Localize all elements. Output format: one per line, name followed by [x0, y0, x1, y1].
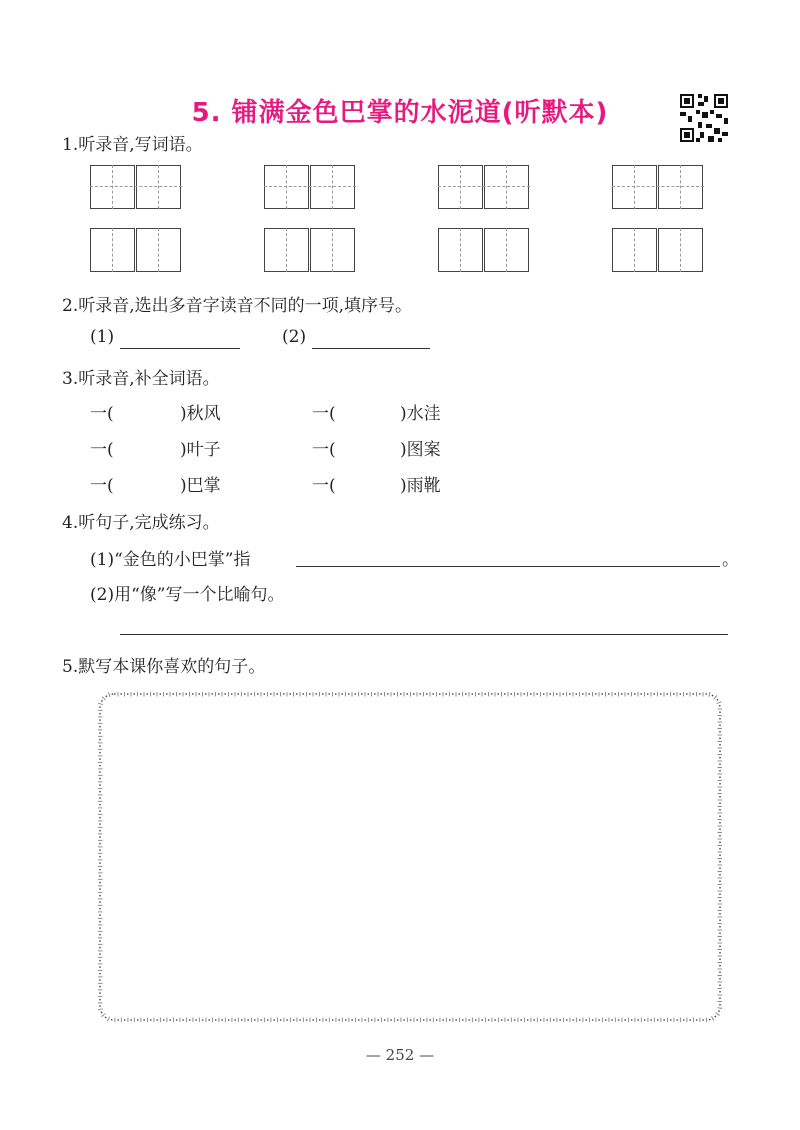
fill-suffix: )秋风 [180, 404, 221, 424]
fill-prefix: 一( [90, 440, 114, 460]
writing-grid[interactable] [438, 228, 530, 272]
fill-prefix: 一( [90, 404, 114, 424]
fill-prefix: 一( [312, 476, 336, 496]
question-4-sub-1: (1)“金色的小巴掌”指 [90, 550, 251, 570]
page-title: 5. 铺满金色巴掌的水泥道(听默本) [191, 98, 609, 128]
fill-suffix: )雨靴 [400, 476, 441, 496]
question-1-prompt: 1.听录音,写词语。 [62, 135, 203, 155]
writing-grid[interactable] [612, 228, 704, 272]
writing-grid[interactable] [264, 165, 356, 209]
writing-grid[interactable] [438, 165, 530, 209]
answer-blank[interactable] [120, 330, 240, 349]
fill-suffix: )叶子 [180, 440, 221, 460]
question-4-prompt: 4.听句子,完成练习。 [62, 513, 220, 533]
writing-grid[interactable] [612, 165, 704, 209]
fill-suffix: )巴掌 [180, 476, 221, 496]
blank-label: (2) [282, 327, 307, 347]
fill-suffix: )水洼 [400, 404, 441, 424]
question-2-prompt: 2.听录音,选出多音字读音不同的一项,填序号。 [62, 296, 413, 316]
writing-grid[interactable] [90, 228, 182, 272]
page-number: — 252 — [365, 1046, 435, 1064]
fill-suffix: )图案 [400, 440, 441, 460]
writing-grid[interactable] [90, 165, 182, 209]
writing-grid[interactable] [264, 228, 356, 272]
answer-box[interactable] [98, 692, 722, 1022]
fill-prefix: 一( [312, 404, 336, 424]
answer-blank[interactable] [312, 330, 430, 349]
fill-prefix: 一( [90, 476, 114, 496]
question-5-prompt: 5.默写本课你喜欢的句子。 [62, 657, 266, 677]
blank-label: (1) [90, 327, 115, 347]
fill-prefix: 一( [312, 440, 336, 460]
question-3-prompt: 3.听录音,补全词语。 [62, 369, 220, 389]
qr-code-icon [678, 92, 730, 144]
answer-blank[interactable] [296, 548, 720, 567]
sentence-end-mark: 。 [722, 550, 739, 570]
answer-line[interactable] [120, 616, 728, 635]
question-4-sub-2: (2)用“像”写一个比喻句。 [90, 585, 285, 605]
